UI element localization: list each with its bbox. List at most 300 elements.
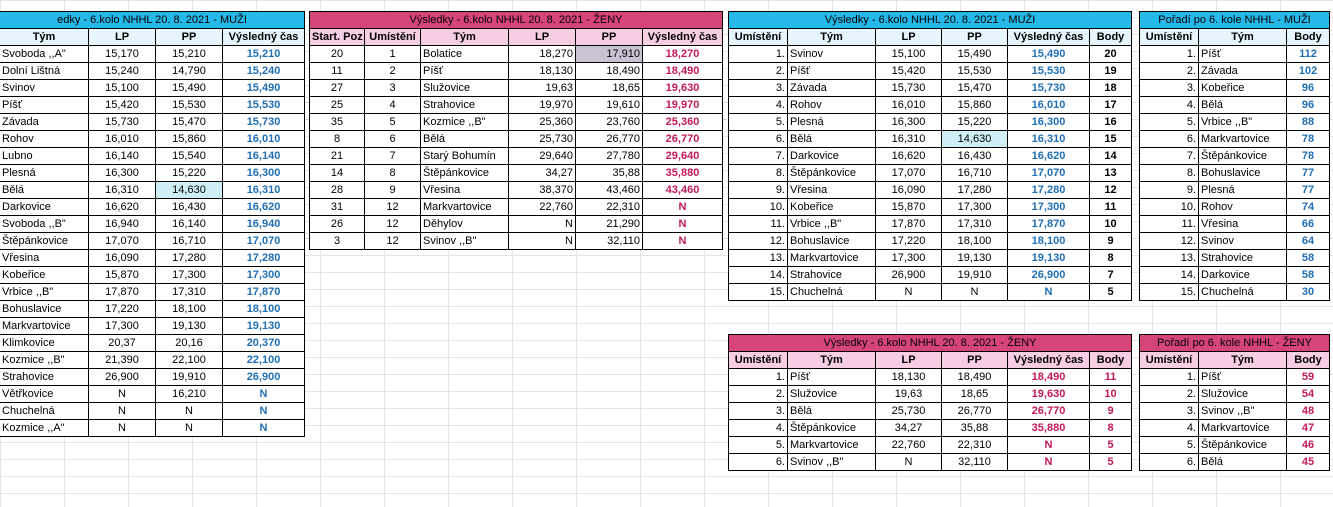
table-cell[interactable]: 16,010	[876, 97, 942, 114]
table-cell[interactable]: 15,220	[942, 114, 1008, 131]
table-cell[interactable]: Bolatice	[421, 46, 509, 63]
table-cell[interactable]: 16,620	[876, 148, 942, 165]
table-cell[interactable]: 13.	[1140, 250, 1199, 267]
table-cell[interactable]: 17,870	[223, 284, 305, 301]
table-cell[interactable]: 9	[1090, 403, 1132, 420]
table-cell[interactable]: 16,940	[223, 216, 305, 233]
table-cell[interactable]: Svinov ,,B"	[1199, 403, 1287, 420]
table-cell[interactable]: Bělá	[421, 131, 509, 148]
table-cell[interactable]: 11.	[729, 216, 788, 233]
table-cell[interactable]: 4.	[1140, 97, 1199, 114]
table-cell[interactable]: Děhylov	[421, 216, 509, 233]
table-cell[interactable]: 15,530	[223, 97, 305, 114]
table-cell[interactable]: Bělá	[1199, 454, 1287, 471]
table-title[interactable]: Pořadí po 6. kole NHHL - MUŽI	[1140, 12, 1330, 29]
table-cell[interactable]: Svinov ,,B"	[788, 454, 876, 471]
table-cell[interactable]: 19,970	[509, 97, 576, 114]
table-cell[interactable]: 9.	[729, 182, 788, 199]
table-cell[interactable]: Bělá	[788, 131, 876, 148]
table-cell[interactable]: 25,360	[643, 114, 723, 131]
table-cell[interactable]: 1.	[1140, 369, 1199, 386]
table-cell[interactable]: 16,620	[1008, 148, 1090, 165]
table-cell[interactable]: Svinov	[0, 80, 89, 97]
table-cell[interactable]: 6.	[1140, 131, 1199, 148]
table-cell[interactable]: 2.	[1140, 63, 1199, 80]
table-cell[interactable]: 15,530	[942, 63, 1008, 80]
table-cell[interactable]: 35	[310, 114, 365, 131]
table-cell[interactable]: 18,270	[509, 46, 576, 63]
table-cell[interactable]: Rohov	[1199, 199, 1287, 216]
table-cell[interactable]: Markvartovice	[421, 199, 509, 216]
table-cell[interactable]: 18,65	[942, 386, 1008, 403]
table-cell[interactable]: 14.	[729, 267, 788, 284]
table-cell[interactable]: 15,730	[876, 80, 942, 97]
table-cell[interactable]: Štěpánkovice	[0, 233, 89, 250]
table-cell[interactable]: 6.	[729, 454, 788, 471]
table-cell[interactable]: 13	[1090, 165, 1132, 182]
table-cell[interactable]: 19,970	[643, 97, 723, 114]
table-cell[interactable]: 26,900	[89, 369, 156, 386]
table-cell[interactable]: 9.	[1140, 182, 1199, 199]
table-cell[interactable]: 18,100	[223, 301, 305, 318]
table-cell[interactable]: 15,530	[1008, 63, 1090, 80]
table-cell[interactable]: 54	[1287, 386, 1330, 403]
column-header[interactable]: Body	[1287, 29, 1330, 46]
table-cell[interactable]: 2	[365, 63, 421, 80]
table-cell[interactable]: Lubno	[0, 148, 89, 165]
table-cell[interactable]: 96	[1287, 80, 1330, 97]
table-cell[interactable]: Bělá	[1199, 97, 1287, 114]
table-cell[interactable]: 18	[1090, 80, 1132, 97]
table-cell[interactable]: 102	[1287, 63, 1330, 80]
table-cell[interactable]: 18,270	[643, 46, 723, 63]
table-cell[interactable]: 26,900	[876, 267, 942, 284]
table-cell[interactable]: 16,010	[89, 131, 156, 148]
column-header[interactable]: Tým	[788, 29, 876, 46]
table-cell[interactable]: 35,880	[1008, 420, 1090, 437]
table-cell[interactable]: 112	[1287, 46, 1330, 63]
table-cell[interactable]: Strahovice	[0, 369, 89, 386]
table-cell[interactable]: 47	[1287, 420, 1330, 437]
table-cell[interactable]: Píšť	[0, 97, 89, 114]
table-cell[interactable]: Kozmice ,,A"	[0, 420, 89, 437]
column-header[interactable]: Start. Poz	[310, 29, 365, 46]
table-cell[interactable]: 8.	[1140, 165, 1199, 182]
table-cell[interactable]: 5.	[729, 437, 788, 454]
table-cell[interactable]: 17,300	[89, 318, 156, 335]
table-cell[interactable]: Markvartovice	[788, 250, 876, 267]
table-cell[interactable]: 15,530	[156, 97, 223, 114]
table-cell[interactable]: N	[89, 386, 156, 403]
table-cell[interactable]: 5.	[729, 114, 788, 131]
table-cell[interactable]: 9	[1090, 233, 1132, 250]
table-cell[interactable]: 8.	[729, 165, 788, 182]
table-cell[interactable]: 18,490	[942, 369, 1008, 386]
table-cell[interactable]: 2.	[729, 386, 788, 403]
table-cell[interactable]: Markvartovice	[1199, 420, 1287, 437]
table-cell[interactable]: 18,100	[1008, 233, 1090, 250]
column-header[interactable]: PP	[576, 29, 643, 46]
table-cell[interactable]: 18,130	[509, 63, 576, 80]
table-title[interactable]: Výsledky - 6.kolo NHHL 20. 8. 2021 - ŽENY	[310, 12, 723, 29]
table-cell[interactable]: 4	[365, 97, 421, 114]
table-cell[interactable]: 5	[1090, 437, 1132, 454]
table-cell[interactable]: 31	[310, 199, 365, 216]
table-cell[interactable]: N	[1008, 284, 1090, 301]
table-cell[interactable]: 4.	[729, 97, 788, 114]
table-cell[interactable]: 15,490	[942, 46, 1008, 63]
table-cell[interactable]: 16,940	[89, 216, 156, 233]
table-cell[interactable]: 12	[1090, 182, 1132, 199]
table-cell[interactable]: 15.	[1140, 284, 1199, 301]
table-cell[interactable]: 45	[1287, 454, 1330, 471]
table-cell[interactable]: 25,730	[509, 131, 576, 148]
table-cell[interactable]: 35,88	[576, 165, 643, 182]
column-header[interactable]: Výsledný čas	[1008, 29, 1090, 46]
table-cell[interactable]: 18,65	[576, 80, 643, 97]
table-cell[interactable]: 16,310	[876, 131, 942, 148]
table-cell[interactable]: 6	[365, 131, 421, 148]
table-cell[interactable]: 29,640	[509, 148, 576, 165]
table-cell[interactable]: 20,16	[156, 335, 223, 352]
table-cell[interactable]: 14.	[1140, 267, 1199, 284]
table-cell[interactable]: 16,430	[156, 199, 223, 216]
table-cell[interactable]: 15,540	[156, 148, 223, 165]
table-cell[interactable]: 17,300	[1008, 199, 1090, 216]
table-cell[interactable]: Píšť	[788, 63, 876, 80]
table-cell[interactable]: 15,100	[876, 46, 942, 63]
table-cell[interactable]: 3.	[729, 403, 788, 420]
table-cell[interactable]: Darkovice	[788, 148, 876, 165]
table-cell[interactable]: 7	[365, 148, 421, 165]
table-cell[interactable]: Kobeřice	[1199, 80, 1287, 97]
table-cell[interactable]: Svinov ,,B"	[421, 233, 509, 250]
table-cell[interactable]: 64	[1287, 233, 1330, 250]
table-cell[interactable]: 26,770	[1008, 403, 1090, 420]
column-header[interactable]: Body	[1090, 352, 1132, 369]
table-cell[interactable]: 16,300	[876, 114, 942, 131]
column-header[interactable]: LP	[876, 352, 942, 369]
table-cell[interactable]: 11.	[1140, 216, 1199, 233]
table-cell[interactable]: Strahovice	[788, 267, 876, 284]
table-cell[interactable]: Rohov	[788, 97, 876, 114]
table-cell[interactable]: N	[89, 403, 156, 420]
table-cell[interactable]: Píšť	[1199, 46, 1287, 63]
table-cell[interactable]: 14,630	[156, 182, 223, 199]
table-cell[interactable]: 32,110	[942, 454, 1008, 471]
table-cell[interactable]: 17,280	[1008, 182, 1090, 199]
table-cell[interactable]: 25	[310, 97, 365, 114]
column-header[interactable]: Tým	[0, 29, 89, 46]
table-cell[interactable]: 19,63	[876, 386, 942, 403]
table-cell[interactable]: 78	[1287, 131, 1330, 148]
table-cell[interactable]: 88	[1287, 114, 1330, 131]
table-cell[interactable]: Markvartovice	[1199, 131, 1287, 148]
table-cell[interactable]: 7.	[1140, 148, 1199, 165]
table-cell[interactable]: 5	[1090, 454, 1132, 471]
table-cell[interactable]: 32,110	[576, 233, 643, 250]
table-cell[interactable]: 17,220	[876, 233, 942, 250]
table-cell[interactable]: 15,490	[156, 80, 223, 97]
table-cell[interactable]: Bohuslavice	[788, 233, 876, 250]
table-cell[interactable]: 16,090	[89, 250, 156, 267]
table-cell[interactable]: 16	[1090, 114, 1132, 131]
column-header[interactable]: Tým	[421, 29, 509, 46]
table-cell[interactable]: 11	[1090, 369, 1132, 386]
table-cell[interactable]: Svinov	[788, 46, 876, 63]
table-cell[interactable]: 16,300	[1008, 114, 1090, 131]
table-cell[interactable]: 14,790	[156, 63, 223, 80]
table-cell[interactable]: 17,870	[89, 284, 156, 301]
table-cell[interactable]: 17,300	[942, 199, 1008, 216]
table-cell[interactable]: 43,460	[643, 182, 723, 199]
table-cell[interactable]: Svoboda ,,B"	[0, 216, 89, 233]
table-cell[interactable]: 19,910	[156, 369, 223, 386]
table-cell[interactable]: 16,090	[876, 182, 942, 199]
table-cell[interactable]: 74	[1287, 199, 1330, 216]
table-cell[interactable]: 77	[1287, 165, 1330, 182]
table-cell[interactable]: N	[156, 403, 223, 420]
table-cell[interactable]: 26,900	[223, 369, 305, 386]
table-cell[interactable]: 23,760	[576, 114, 643, 131]
table-cell[interactable]: 17	[1090, 97, 1132, 114]
table-cell[interactable]: 19,630	[643, 80, 723, 97]
table-cell[interactable]: Závada	[1199, 63, 1287, 80]
table-cell[interactable]: 22,310	[942, 437, 1008, 454]
table-cell[interactable]: 4.	[1140, 420, 1199, 437]
table-cell[interactable]: Plesná	[0, 165, 89, 182]
table-cell[interactable]: Bohuslavice	[0, 301, 89, 318]
table-cell[interactable]: 16,210	[156, 386, 223, 403]
table-cell[interactable]: 22,100	[156, 352, 223, 369]
table-cell[interactable]: Bohuslavice	[1199, 165, 1287, 182]
table-cell[interactable]: N	[1008, 454, 1090, 471]
table-cell[interactable]: 17,220	[89, 301, 156, 318]
table-cell[interactable]: 59	[1287, 369, 1330, 386]
table-cell[interactable]: 58	[1287, 267, 1330, 284]
column-header[interactable]: PP	[156, 29, 223, 46]
table-cell[interactable]: Markvartovice	[0, 318, 89, 335]
table-cell[interactable]: 22,100	[223, 352, 305, 369]
table-cell[interactable]: 16,430	[942, 148, 1008, 165]
table-cell[interactable]: 16,620	[223, 199, 305, 216]
table-cell[interactable]: 5.	[1140, 114, 1199, 131]
table-cell[interactable]: Vřesina	[1199, 216, 1287, 233]
table-cell[interactable]: Štěpánkovice	[1199, 437, 1287, 454]
table-cell[interactable]: N	[643, 216, 723, 233]
table-cell[interactable]: Svinov	[1199, 233, 1287, 250]
table-cell[interactable]: N	[1008, 437, 1090, 454]
table-cell[interactable]: Plesná	[1199, 182, 1287, 199]
table-cell[interactable]: 16,140	[89, 148, 156, 165]
table-cell[interactable]: 15,470	[156, 114, 223, 131]
table-cell[interactable]: 18,100	[156, 301, 223, 318]
table-cell[interactable]: Vřesina	[0, 250, 89, 267]
table-cell[interactable]: 15,220	[156, 165, 223, 182]
table-cell[interactable]: Chuchelná	[1199, 284, 1287, 301]
table-cell[interactable]: 21,290	[576, 216, 643, 233]
table-cell[interactable]: 17,070	[876, 165, 942, 182]
table-cell[interactable]: 3.	[729, 80, 788, 97]
table-cell[interactable]: 19,130	[156, 318, 223, 335]
table-cell[interactable]: N	[509, 233, 576, 250]
table-cell[interactable]: 8	[365, 165, 421, 182]
table-cell[interactable]: Rohov	[0, 131, 89, 148]
table-cell[interactable]: 5.	[1140, 437, 1199, 454]
table-cell[interactable]: 35,88	[942, 420, 1008, 437]
column-header[interactable]: Tým	[1199, 352, 1287, 369]
table-cell[interactable]: 77	[1287, 182, 1330, 199]
table-cell[interactable]: 18,100	[942, 233, 1008, 250]
table-cell[interactable]: 34,27	[876, 420, 942, 437]
table-cell[interactable]: N	[643, 233, 723, 250]
table-cell[interactable]: 15,210	[156, 46, 223, 63]
table-cell[interactable]: N	[223, 420, 305, 437]
table-cell[interactable]: 27,780	[576, 148, 643, 165]
table-cell[interactable]: 26	[310, 216, 365, 233]
table-cell[interactable]: 1.	[729, 46, 788, 63]
table-cell[interactable]: Darkovice	[0, 199, 89, 216]
table-cell[interactable]: 12.	[1140, 233, 1199, 250]
column-header[interactable]: Umístění	[729, 29, 788, 46]
table-title[interactable]: Výsledky - 6.kolo NHHL 20. 8. 2021 - ŽENY	[729, 335, 1132, 352]
column-header[interactable]: LP	[509, 29, 576, 46]
table-cell[interactable]: 16,310	[1008, 131, 1090, 148]
table-cell[interactable]: 17,870	[1008, 216, 1090, 233]
table-cell[interactable]: Plesná	[788, 114, 876, 131]
table-cell[interactable]: 19,130	[942, 250, 1008, 267]
table-cell[interactable]: Kobeřice	[0, 267, 89, 284]
table-cell[interactable]: 19,130	[223, 318, 305, 335]
table-cell[interactable]: 26,770	[942, 403, 1008, 420]
table-cell[interactable]: 15,490	[1008, 46, 1090, 63]
table-cell[interactable]: 17,280	[223, 250, 305, 267]
table-cell[interactable]: 15,860	[156, 131, 223, 148]
table-cell[interactable]: 15,170	[89, 46, 156, 63]
table-cell[interactable]: 66	[1287, 216, 1330, 233]
table-cell[interactable]: 15,240	[223, 63, 305, 80]
column-header[interactable]: Umístění	[729, 352, 788, 369]
table-cell[interactable]: 17,310	[942, 216, 1008, 233]
table-cell[interactable]: 17,280	[942, 182, 1008, 199]
table-cell[interactable]: 46	[1287, 437, 1330, 454]
table-cell[interactable]: 6.	[729, 131, 788, 148]
table-cell[interactable]: N	[89, 420, 156, 437]
table-cell[interactable]: 15	[1090, 131, 1132, 148]
table-cell[interactable]: 22,760	[509, 199, 576, 216]
table-cell[interactable]: 2.	[729, 63, 788, 80]
table-cell[interactable]: Štěpánkovice	[421, 165, 509, 182]
column-header[interactable]: Výsledný čas	[1008, 352, 1090, 369]
table-title[interactable]: Pořadí po 6. kole NHHL - ŽENY	[1140, 335, 1330, 352]
table-cell[interactable]: 10	[1090, 386, 1132, 403]
table-cell[interactable]: 16,140	[223, 148, 305, 165]
table-cell[interactable]: Kobeřice	[788, 199, 876, 216]
table-cell[interactable]: 21	[310, 148, 365, 165]
table-cell[interactable]: 12	[365, 233, 421, 250]
table-cell[interactable]: 30	[1287, 284, 1330, 301]
table-cell[interactable]: Služovice	[421, 80, 509, 97]
table-cell[interactable]: 11	[310, 63, 365, 80]
table-cell[interactable]: 16,310	[223, 182, 305, 199]
table-cell[interactable]: 38,370	[509, 182, 576, 199]
table-cell[interactable]: 15,730	[223, 114, 305, 131]
table-cell[interactable]: Markvartovice	[788, 437, 876, 454]
table-cell[interactable]: 5	[365, 114, 421, 131]
table-cell[interactable]: 9	[365, 182, 421, 199]
table-cell[interactable]: 20	[1090, 46, 1132, 63]
table-cell[interactable]: 7.	[729, 148, 788, 165]
table-cell[interactable]: 19	[1090, 63, 1132, 80]
table-cell[interactable]: 15,730	[89, 114, 156, 131]
table-cell[interactable]: Chuchelná	[0, 403, 89, 420]
table-cell[interactable]: 25,360	[509, 114, 576, 131]
table-cell[interactable]: 16,010	[223, 131, 305, 148]
table-cell[interactable]: 11	[1090, 199, 1132, 216]
table-cell[interactable]: 15,490	[223, 80, 305, 97]
table-cell[interactable]: N	[223, 403, 305, 420]
table-cell[interactable]: 35,880	[643, 165, 723, 182]
table-cell[interactable]: N	[643, 199, 723, 216]
table-cell[interactable]: 15,860	[942, 97, 1008, 114]
table-cell[interactable]: Starý Bohumín	[421, 148, 509, 165]
table-cell[interactable]: 17,300	[223, 267, 305, 284]
table-cell[interactable]: Vrbice ,,B"	[788, 216, 876, 233]
table-cell[interactable]: 14	[310, 165, 365, 182]
table-title[interactable]: edky - 6.kolo NHHL 20. 8. 2021 - MUŽI	[0, 12, 305, 29]
table-cell[interactable]: 16,010	[1008, 97, 1090, 114]
table-cell[interactable]: 17,870	[876, 216, 942, 233]
table-cell[interactable]: Svoboda ,,A"	[0, 46, 89, 63]
table-cell[interactable]: 43,460	[576, 182, 643, 199]
table-cell[interactable]: 17,070	[89, 233, 156, 250]
table-cell[interactable]: 3.	[1140, 403, 1199, 420]
table-cell[interactable]: 12	[365, 199, 421, 216]
table-cell[interactable]: Vřesina	[421, 182, 509, 199]
column-header[interactable]: Body	[1287, 352, 1330, 369]
table-cell[interactable]: 48	[1287, 403, 1330, 420]
table-cell[interactable]: Štěpánkovice	[1199, 148, 1287, 165]
table-cell[interactable]: 15,420	[876, 63, 942, 80]
table-cell[interactable]: 1.	[729, 369, 788, 386]
table-cell[interactable]: 17,300	[156, 267, 223, 284]
table-cell[interactable]: 15,730	[1008, 80, 1090, 97]
table-cell[interactable]: Dolní Lištná	[0, 63, 89, 80]
table-cell[interactable]: 27	[310, 80, 365, 97]
table-cell[interactable]: 22,760	[876, 437, 942, 454]
table-cell[interactable]: 17,070	[223, 233, 305, 250]
table-cell[interactable]: N	[876, 454, 942, 471]
table-cell[interactable]: 25,730	[876, 403, 942, 420]
column-header[interactable]: LP	[89, 29, 156, 46]
table-cell[interactable]: Štěpánkovice	[788, 420, 876, 437]
table-cell[interactable]: 16,300	[89, 165, 156, 182]
table-cell[interactable]: N	[156, 420, 223, 437]
table-cell[interactable]: 1.	[1140, 46, 1199, 63]
table-cell[interactable]: 17,070	[1008, 165, 1090, 182]
table-cell[interactable]: N	[876, 284, 942, 301]
table-cell[interactable]: 15,210	[223, 46, 305, 63]
table-title[interactable]: Výsledky - 6.kolo NHHL 20. 8. 2021 - MUŽI	[729, 12, 1132, 29]
table-cell[interactable]: N	[509, 216, 576, 233]
table-cell[interactable]: Píšť	[1199, 369, 1287, 386]
table-cell[interactable]: 19,130	[1008, 250, 1090, 267]
table-cell[interactable]: Kozmice ,,B"	[421, 114, 509, 131]
table-cell[interactable]: Píšť	[421, 63, 509, 80]
table-cell[interactable]: 15,870	[89, 267, 156, 284]
table-cell[interactable]: 15.	[729, 284, 788, 301]
table-cell[interactable]: 26,770	[643, 131, 723, 148]
